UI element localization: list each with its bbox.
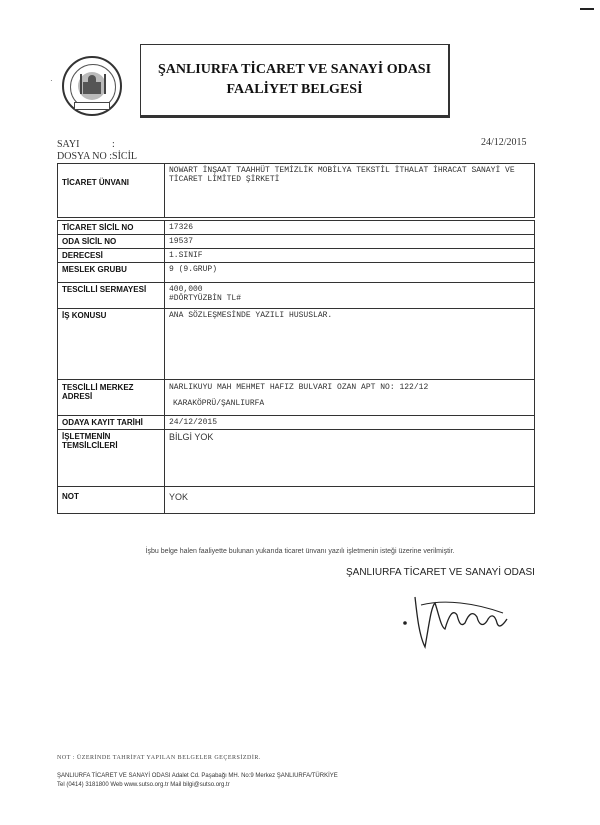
table-row — [58, 221, 535, 235]
row-value: BİLGİ YOK — [165, 430, 535, 487]
row-value: 19537 — [165, 235, 535, 249]
table-row — [58, 164, 535, 218]
table-row — [58, 283, 535, 309]
table-row — [58, 249, 535, 263]
issuance-notice: İşbu belge halen faaliyette bulunan yukarıda ticaret ünvanı yazılı işletmenin isteği üzerine verilmiştir. — [145, 548, 455, 555]
table-row — [58, 430, 535, 487]
table-row — [58, 487, 535, 514]
document-title-box — [140, 44, 450, 118]
row-value: 1.SINIF — [165, 249, 535, 263]
row-label: TİCARET ÜNVANI — [58, 164, 165, 218]
row-label: MESLEK GRUBU — [58, 263, 165, 283]
chamber-seal-logo — [62, 56, 122, 116]
signer-name: ŞANLIURFA TİCARET VE SANAYİ ODASI — [346, 567, 535, 578]
activity-info-table — [57, 163, 535, 514]
address-city: KARAKÖPRÜ/ŞANLIURFA — [173, 399, 265, 408]
table-row — [58, 309, 535, 380]
footer-address: ŞANLIURFA TİCARET VE SANAYİ ODASI Adalet Cd. Paşabağı MH. No:9 Merkez ŞANLIURFA/TÜRKİYE — [57, 773, 338, 779]
row-value: ANA SÖZLEŞMESİNDE YAZILI HUSUSLAR. — [165, 309, 535, 380]
table-row — [58, 416, 535, 430]
row-value: NOWART İNŞAAT TAAHHÜT TEMİZLİK MOBİLYA TEKSTİL İTHALAT İHRACAT SANAYİ VE TİCARET LİMİTED ŞİRKETİ — [165, 164, 535, 218]
row-value: YOK — [165, 487, 535, 514]
row-label: ODA SİCİL NO — [58, 235, 165, 249]
footer-note: NOT : ÜZERİNDE TAHRİFAT YAPILAN BELGELER GEÇERSİZDİR. — [57, 755, 261, 761]
margin-mark: · — [50, 76, 53, 85]
footer-contact: Tel (0414) 3181800 Web www.sutso.org.tr Mail bilgi@sutso.org.tr — [57, 782, 230, 788]
row-label: TESCİLLİ SERMAYESİ — [58, 283, 165, 309]
chamber-title: ŞANLIURFA TİCARET VE SANAYİ ODASI — [157, 62, 432, 77]
row-label: DERECESİ — [58, 249, 165, 263]
signature-mark — [395, 585, 525, 655]
row-label: ODAYA KAYIT TARİHİ — [58, 416, 165, 430]
row-label: İŞLETMENİN TEMSİLCİLERİ — [58, 430, 165, 487]
document-title: FAALİYET BELGESİ — [226, 82, 363, 97]
sayi-colon: : — [112, 139, 115, 150]
row-value: 24/12/2015 — [165, 416, 535, 430]
row-value — [165, 283, 535, 309]
row-label: TESCİLLİ MERKEZ ADRESİ — [58, 380, 165, 416]
row-value — [165, 380, 535, 416]
capital-in-words: #DÖRTYÜZBİN TL# — [169, 294, 242, 303]
table-row — [58, 235, 535, 249]
row-label: TİCARET SİCİL NO — [58, 221, 165, 235]
dosya-label: DOSYA NO :SİCİL — [57, 151, 138, 162]
table-row — [58, 263, 535, 283]
address-line: NARLIKUYU MAH MEHMET HAFIZ BULVARI OZAN APT NO: 122/12 — [169, 383, 429, 392]
sayi-label: SAYI — [57, 139, 80, 150]
row-label: İŞ KONUSU — [58, 309, 165, 380]
capital-amount: 400,000 — [169, 285, 203, 294]
row-value: 9 (9.GRUP) — [165, 263, 535, 283]
document-date: 24/12/2015 — [481, 137, 527, 148]
table-row — [58, 380, 535, 416]
row-value: 17326 — [165, 221, 535, 235]
row-label: NOT — [58, 487, 165, 514]
corner-dash — [580, 8, 594, 10]
